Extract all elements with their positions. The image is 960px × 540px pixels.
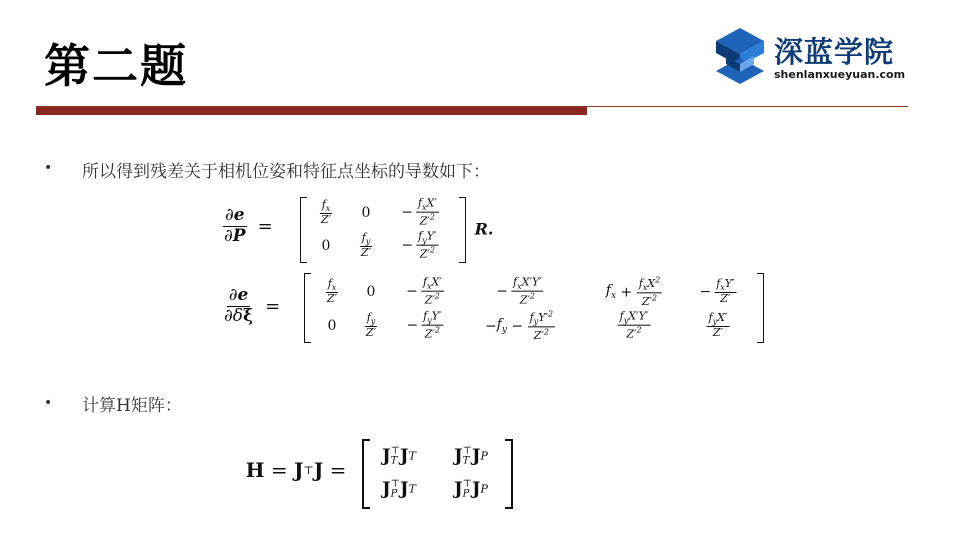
bullet-marker: • <box>44 395 53 411</box>
page-title: 第二题 <box>44 39 188 93</box>
brand-logo <box>712 26 922 86</box>
logo-brand-name: 深蓝学院 <box>774 35 895 69</box>
header-accent-bar <box>36 107 587 115</box>
bullet-text-h-matrix: 计算H矩阵： <box>82 396 182 416</box>
logo-website: shenlanxueyuan.com <box>774 68 906 81</box>
shenlan-cube-logo-icon <box>712 26 768 86</box>
bullet-text-derivatives: 所以得到残差关于相机位姿和特征点坐标的导数如下： <box>82 162 490 182</box>
bullet-marker: • <box>44 160 53 176</box>
